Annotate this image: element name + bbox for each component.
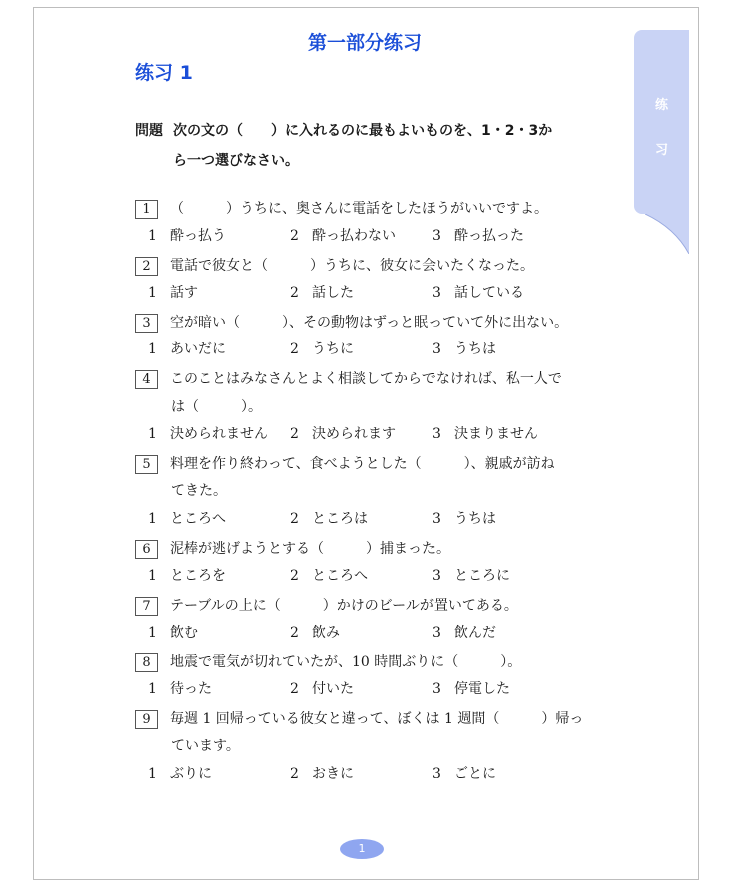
option-1[interactable]: 1 飲む [148, 625, 198, 641]
option-1[interactable]: 1 あいだに [148, 341, 226, 357]
question-text: 料理を作り終わって、食べようとした（ ）、親戚が訪ね [170, 456, 555, 472]
question-number: 1 [135, 200, 158, 219]
option-1[interactable]: 1 ぶりに [148, 766, 212, 782]
question-7 [135, 596, 518, 616]
option-2[interactable]: 2 決められます [290, 426, 396, 442]
question-number: 6 [135, 540, 158, 559]
option-2[interactable]: 2 おきに [290, 766, 354, 782]
instruction [135, 118, 615, 174]
instruction-label: 問題 [135, 123, 163, 139]
instruction-text-1: 次の文の（ ）に入れるのに最もよいものを、1・2・3か [173, 123, 553, 139]
question-4-cont: は（ ）。 [171, 399, 262, 415]
question-5-cont: てきた。 [171, 483, 227, 499]
option-1[interactable]: 1 酔っ払う [148, 228, 226, 244]
option-3[interactable]: 3 ごとに [432, 766, 496, 782]
question-text: 泥棒が逃げようとする（ ）捕まった。 [170, 541, 450, 557]
instruction-line-2: ら一つ選びなさい。 [173, 153, 299, 169]
option-1[interactable]: 1 話す [148, 285, 198, 301]
option-1[interactable]: 1 ところへ [148, 511, 226, 527]
side-tab-char-1: 练 [654, 98, 668, 113]
side-tab-char-2: 习 [654, 143, 668, 158]
question-4 [135, 369, 562, 389]
question-1 [135, 199, 548, 219]
option-3[interactable]: 3 決まりません [432, 426, 538, 442]
option-2[interactable]: 2 話した [290, 285, 354, 301]
option-3[interactable]: 3 話している [432, 285, 524, 301]
option-1[interactable]: 1 待った [148, 681, 212, 697]
question-number: 4 [135, 370, 158, 389]
question-number: 8 [135, 653, 158, 672]
question-number: 9 [135, 710, 158, 729]
question-text: 地震で電気が切れていたが、10 時間ぶりに（ ）。 [170, 654, 522, 670]
option-2[interactable]: 2 付いた [290, 681, 354, 697]
option-2[interactable]: 2 酔っ払わない [290, 228, 396, 244]
option-3[interactable]: 3 酔っ払った [432, 228, 524, 244]
question-text: 毎週 1 回帰っている彼女と違って、ぼくは 1 週間（ ）帰っ [170, 711, 584, 727]
option-3[interactable]: 3 ところに [432, 568, 510, 584]
question-8 [135, 652, 521, 672]
question-5 [135, 454, 555, 474]
option-2[interactable]: 2 飲み [290, 625, 340, 641]
option-2[interactable]: 2 ところへ [290, 568, 368, 584]
option-3[interactable]: 3 停電した [432, 681, 510, 697]
question-9-cont: ています。 [171, 738, 240, 754]
side-tab-fold [645, 214, 689, 254]
option-3[interactable]: 3 飲んだ [432, 625, 496, 641]
question-number: 5 [135, 455, 158, 474]
question-number: 2 [135, 257, 158, 276]
page-number-badge: 1 [340, 839, 384, 859]
option-1[interactable]: 1 決められません [148, 426, 268, 442]
question-2 [135, 256, 534, 276]
option-3[interactable]: 3 うちは [432, 341, 496, 357]
question-text: テーブルの上に（ ）かけのビールが置いてある。 [170, 598, 518, 614]
option-2[interactable]: 2 うちに [290, 341, 354, 357]
option-1[interactable]: 1 ところを [148, 568, 226, 584]
question-text: このことはみなさんとよく相談してからでなければ、私一人で [170, 371, 562, 387]
question-3 [135, 313, 568, 333]
side-tab [634, 30, 689, 214]
question-6 [135, 539, 450, 559]
section-title: 练习 1 [135, 62, 193, 84]
question-text: 電話で彼女と（ ）うちに、彼女に会いたくなった。 [170, 258, 534, 274]
question-text: 空が暗い（ ）、その動物はずっと眠っていて外に出ない。 [170, 315, 569, 331]
option-3[interactable]: 3 うちは [432, 511, 496, 527]
question-9 [135, 709, 583, 729]
question-number: 3 [135, 314, 158, 333]
page-title: 第一部分练习 [307, 32, 422, 54]
question-number: 7 [135, 597, 158, 616]
question-text: （ ）うちに、奥さんに電話をしたほうがいいですよ。 [170, 201, 548, 217]
option-2[interactable]: 2 ところは [290, 511, 368, 527]
instruction-line-1 [135, 118, 615, 144]
